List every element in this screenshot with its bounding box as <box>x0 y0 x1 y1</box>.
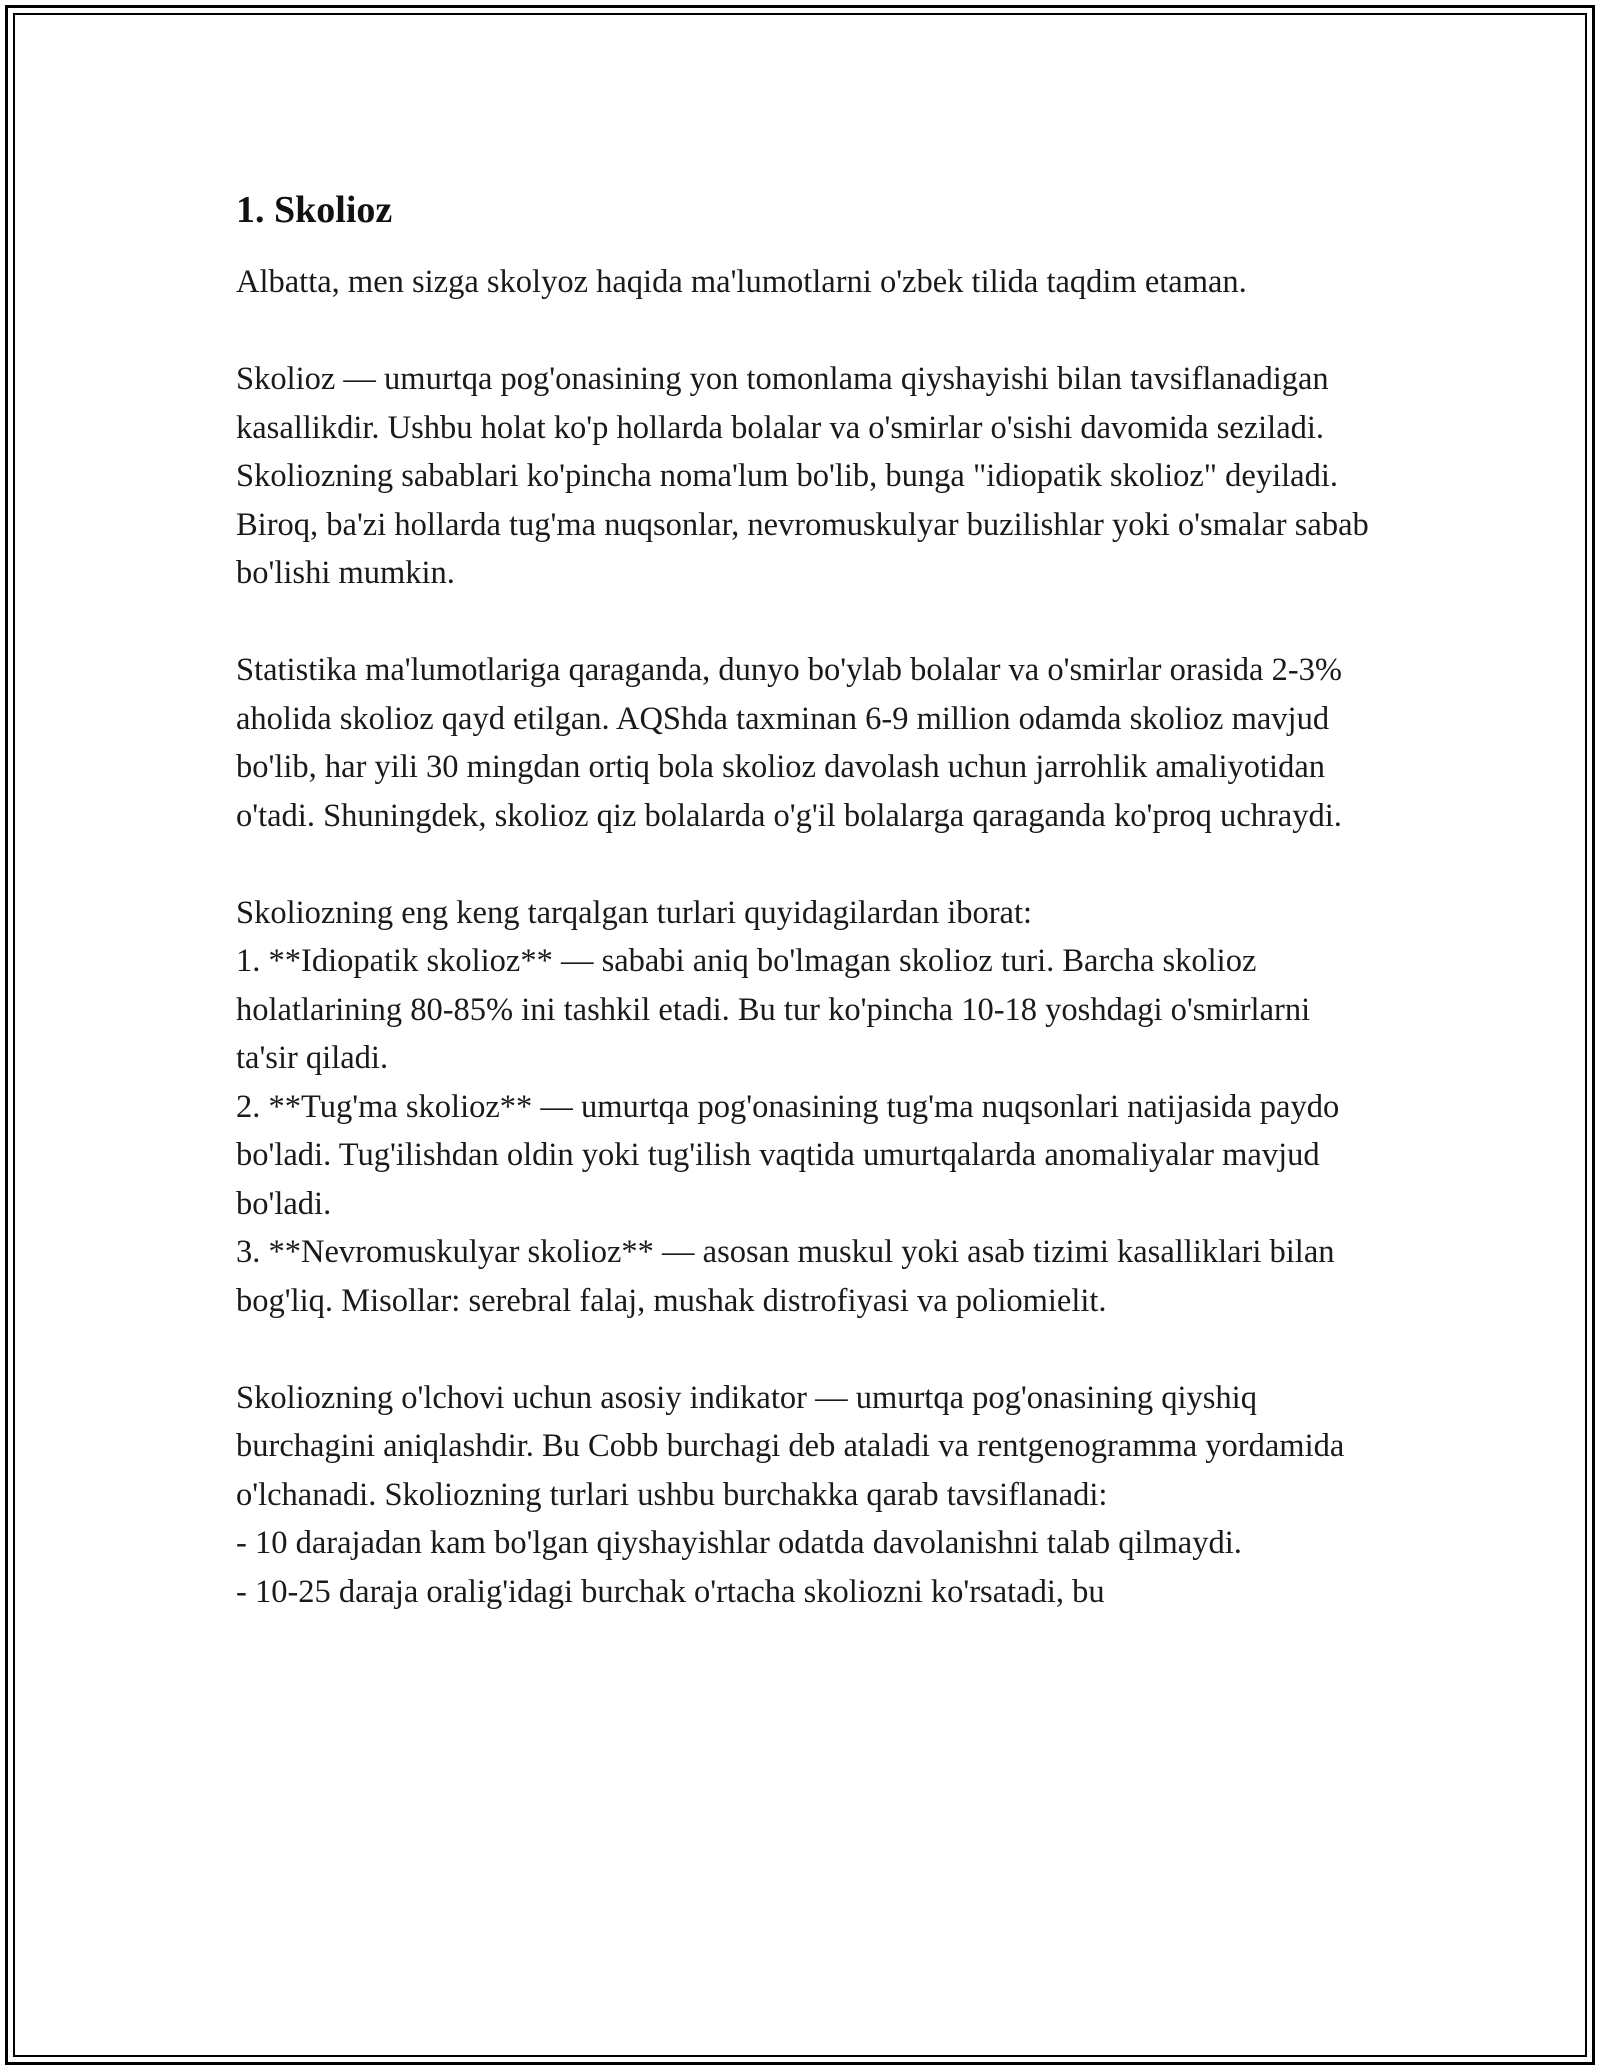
paragraph-intro: Albatta, men sizga skolyoz haqida ma'lumotlarni o'zbek tilida taqdim etaman. <box>236 264 1247 300</box>
paragraph-types-list: Skoliozning eng keng tarqalgan turlari quyidagilardan iborat: 1. **Idiopatik skolioz** — sababi aniq bo'lmagan skolioz turi. Barcha skolioz holatlarining 80-85% ini tashkil etadi. Bu tur ko'pincha 10-18 yoshdagi o'smirlarni ta'sir qiladi. 2. **Tug'ma skolioz** — umurtqa pog'onasining tug'ma nuqsonlari natijasida paydo bo'ladi. Tug'ilishdan oldin yoki tug'ilish vaqtida umurtqalarda anomaliyalar mavjud bo'ladi. 3. **Nevromuskulyar skolioz** — asosan muskul yoki asab tizimi kasalliklari bilan bog'liq. Misollar: serebral falaj, mushak distrofiyasi va poliomielit. <box>236 894 1340 1319</box>
paragraph-gap <box>236 840 1376 889</box>
paragraph-definition: Skolioz — umurtqa pog'onasining yon tomonlama qiyshayishi bilan tavsiflanadigan kasallikdir. Ushbu holat ko'p hollarda bolalar va o'smirlar o'sishi davomida seziladi. Skoliozning sabablari ko'pincha noma'lum bo'lib, bunga "idiopatik skolioz" deyiladi. Biroq, ba'zi hollarda tug'ma nuqsonlar, nevromuskulyar buzilishlar yoki o'smalar sabab bo'lishi mumkin. <box>236 361 1377 591</box>
paragraph-gap <box>236 598 1376 647</box>
paragraph-measurement: Skoliozning o'lchovi uchun asosiy indikator — umurtqa pog'onasining qiyshiq burchagini aniqlashdir. Bu Cobb burchagi deb ataladi va rentgenogramma yordamida o'lchanadi. Skoliozning turlari ushbu burchakka qarab tavsiflanadi: - 10 darajadan kam bo'lgan qiyshayishlar odatda davolanishni talab qilmaydi. - 10-25 daraja oralig'idagi burchak o'rtacha skoliozni ko'rsatadi, bu <box>236 1379 1345 1610</box>
paragraph-gap <box>236 307 1376 356</box>
paragraph-statistics: Statistika ma'lumotlariga qaraganda, dunyo bo'ylab bolalar va o'smirlar orasida 2-3% aholida skolioz qayd etilgan. AQShda taxminan 6-9 million odamda skolioz mavjud bo'lib, har yili 30 mingdan ortiq bola skolioz davolash uchun jarrohlik amaliyotidan o'tadi. Shuningdek, skolioz qiz bolalarda o'g'il bolalarga qaraganda ko'proq uchraydi. <box>236 652 1351 834</box>
document-body <box>236 186 1376 1616</box>
section-heading: 1. Skolioz <box>236 189 393 231</box>
paragraph-gap <box>236 1325 1376 1374</box>
